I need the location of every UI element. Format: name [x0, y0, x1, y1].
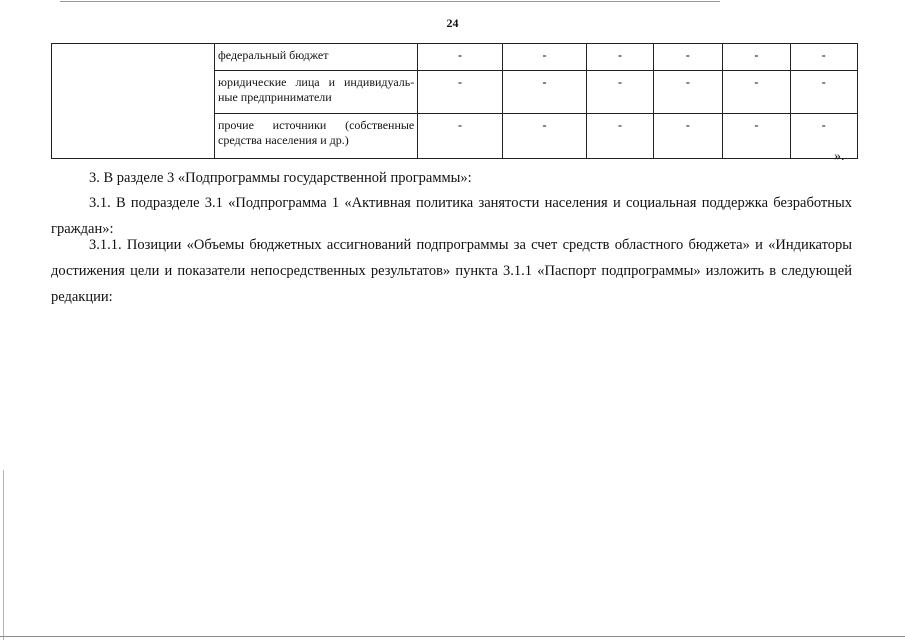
page-edge-top [60, 1, 720, 2]
blank-merged-cell [52, 44, 215, 159]
value-cell: - [418, 44, 503, 71]
value-cell: - [502, 44, 587, 71]
value-cell: - [418, 114, 503, 159]
page-edge-left [3, 470, 4, 640]
value-cell: - [587, 71, 653, 114]
funding-source-label: прочие источники (собственные средства населения и др.) [215, 114, 418, 159]
value-cell: - [790, 114, 857, 159]
table-row [52, 44, 858, 71]
funding-source-label: федеральный бюджет [215, 44, 418, 71]
value-cell: - [418, 71, 503, 114]
value-cell: - [502, 114, 587, 159]
budget-table [51, 43, 858, 159]
page-edge-bottom [0, 636, 905, 637]
value-cell: - [502, 71, 587, 114]
funding-source-label: юридические лица и индивидуаль-ные предприниматели [215, 71, 418, 114]
paragraph-section-3: 3. В разделе 3 «Подпрограммы государственной программы»: [89, 170, 472, 186]
value-cell: - [723, 71, 790, 114]
closing-quote: ». [834, 149, 845, 164]
value-cell: - [653, 44, 722, 71]
paragraph-subsection-3-1: 3.1. В подразделе 3.1 «Подпрограмма 1 «Активная политика занятости населения и социальная поддержка безработных граждан»: [51, 195, 852, 237]
page-number: 24 [446, 16, 459, 30]
value-cell: - [587, 44, 653, 71]
value-cell: - [723, 114, 790, 159]
value-cell: - [790, 44, 857, 71]
value-cell: - [723, 44, 790, 71]
paragraph-item-3-1-1: 3.1.1. Позиции «Объемы бюджетных ассигнований подпрограммы за счет средств областного бюджета» и «Индикаторы достижения цели и показатели непосредственных результатов» пункта 3.1.1 «Паспорт подпрограммы» изложить в следующей редакции: [51, 237, 852, 305]
value-cell: - [653, 71, 722, 114]
value-cell: - [653, 114, 722, 159]
value-cell: - [790, 71, 857, 114]
value-cell: - [587, 114, 653, 159]
